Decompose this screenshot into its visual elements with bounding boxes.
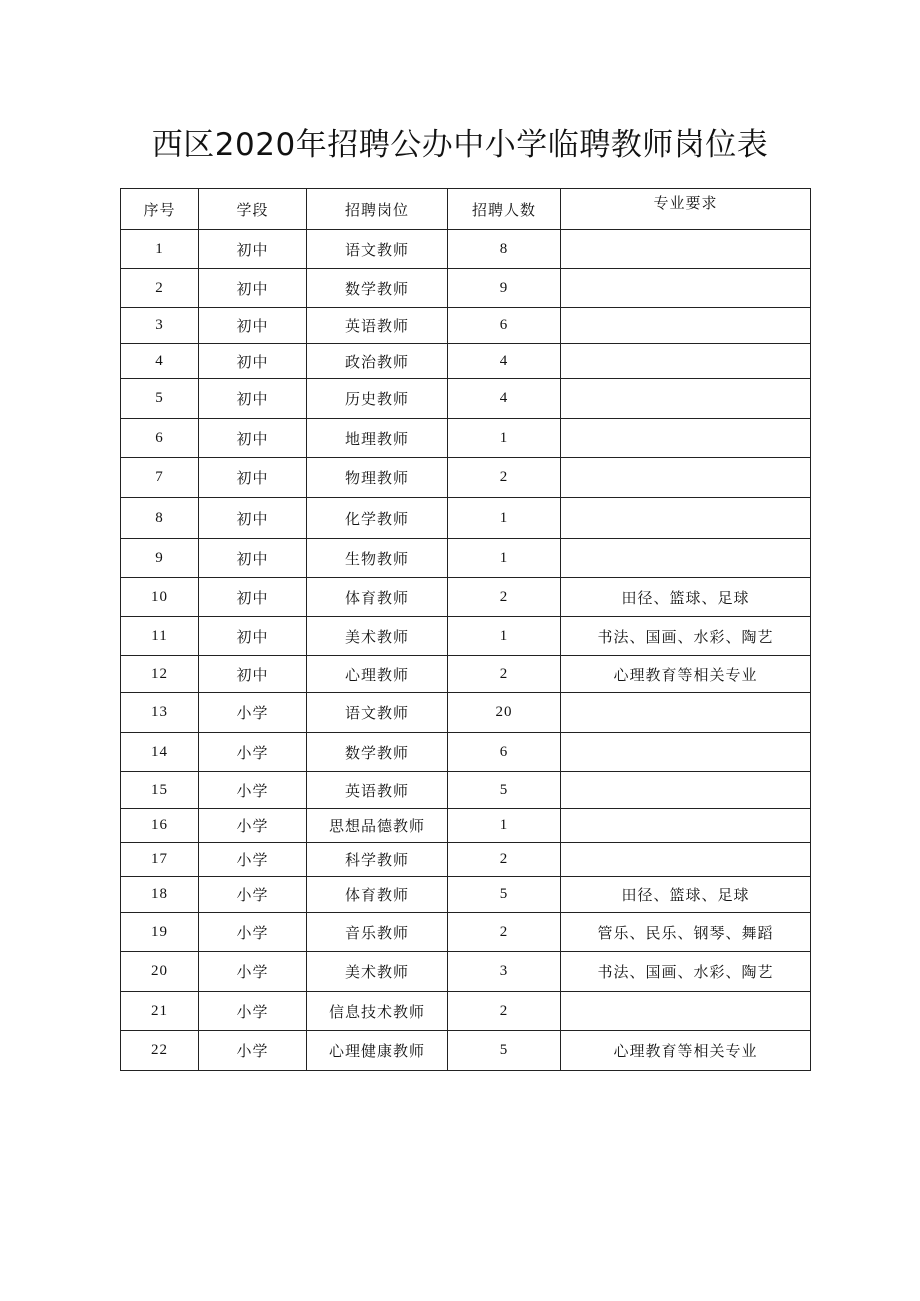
cell-requirement xyxy=(561,992,811,1031)
cell-requirement xyxy=(561,458,811,498)
cell-count: 8 xyxy=(448,230,561,269)
table-row xyxy=(121,539,811,578)
cell-seq: 1 xyxy=(121,230,199,269)
cell-position: 化学教师 xyxy=(307,498,448,539)
cell-count: 2 xyxy=(448,458,561,498)
table-body xyxy=(121,230,811,1071)
cell-seq: 19 xyxy=(121,913,199,952)
cell-seq: 6 xyxy=(121,419,199,458)
table-row xyxy=(121,458,811,498)
cell-requirement xyxy=(561,693,811,733)
table-row xyxy=(121,230,811,269)
cell-seq: 8 xyxy=(121,498,199,539)
cell-stage: 小学 xyxy=(199,992,307,1031)
cell-stage: 小学 xyxy=(199,733,307,772)
cell-count: 5 xyxy=(448,1031,561,1071)
cell-requirement xyxy=(561,809,811,843)
cell-count: 2 xyxy=(448,578,561,617)
cell-position: 音乐教师 xyxy=(307,913,448,952)
cell-position: 生物教师 xyxy=(307,539,448,578)
cell-position: 心理教师 xyxy=(307,656,448,693)
cell-seq: 9 xyxy=(121,539,199,578)
table-row xyxy=(121,269,811,308)
cell-position: 体育教师 xyxy=(307,877,448,913)
cell-count: 6 xyxy=(448,733,561,772)
cell-requirement: 心理教育等相关专业 xyxy=(561,656,811,693)
cell-stage: 初中 xyxy=(199,617,307,656)
cell-stage: 初中 xyxy=(199,498,307,539)
header-requirement: 专业要求 xyxy=(561,189,811,230)
cell-seq: 5 xyxy=(121,379,199,419)
cell-seq: 11 xyxy=(121,617,199,656)
cell-seq: 17 xyxy=(121,843,199,877)
cell-seq: 10 xyxy=(121,578,199,617)
cell-stage: 初中 xyxy=(199,578,307,617)
cell-position: 信息技术教师 xyxy=(307,992,448,1031)
cell-position: 思想品德教师 xyxy=(307,809,448,843)
cell-count: 2 xyxy=(448,992,561,1031)
cell-requirement: 管乐、民乐、钢琴、舞蹈 xyxy=(561,913,811,952)
cell-stage: 初中 xyxy=(199,344,307,379)
cell-position: 美术教师 xyxy=(307,952,448,992)
cell-position: 语文教师 xyxy=(307,693,448,733)
table-row xyxy=(121,344,811,379)
table-row xyxy=(121,992,811,1031)
table-row xyxy=(121,693,811,733)
cell-requirement: 田径、篮球、足球 xyxy=(561,877,811,913)
table-row xyxy=(121,843,811,877)
cell-seq: 18 xyxy=(121,877,199,913)
cell-count: 1 xyxy=(448,498,561,539)
cell-count: 2 xyxy=(448,843,561,877)
page-title: 西区2020年招聘公办中小学临聘教师岗位表 xyxy=(151,127,769,163)
cell-position: 心理健康教师 xyxy=(307,1031,448,1071)
table-row xyxy=(121,578,811,617)
header-stage: 学段 xyxy=(199,189,307,230)
cell-seq: 15 xyxy=(121,772,199,809)
cell-stage: 小学 xyxy=(199,843,307,877)
header-position: 招聘岗位 xyxy=(307,189,448,230)
table-row xyxy=(121,877,811,913)
table-row xyxy=(121,1031,811,1071)
cell-count: 6 xyxy=(448,308,561,344)
table-row xyxy=(121,379,811,419)
cell-requirement: 田径、篮球、足球 xyxy=(561,578,811,617)
cell-requirement xyxy=(561,843,811,877)
cell-seq: 13 xyxy=(121,693,199,733)
cell-requirement xyxy=(561,772,811,809)
cell-stage: 小学 xyxy=(199,952,307,992)
cell-seq: 7 xyxy=(121,458,199,498)
cell-requirement xyxy=(561,419,811,458)
cell-count: 1 xyxy=(448,419,561,458)
cell-stage: 初中 xyxy=(199,419,307,458)
cell-position: 英语教师 xyxy=(307,308,448,344)
cell-count: 9 xyxy=(448,269,561,308)
cell-requirement: 书法、国画、水彩、陶艺 xyxy=(561,952,811,992)
cell-count: 3 xyxy=(448,952,561,992)
header-count: 招聘人数 xyxy=(448,189,561,230)
cell-position: 数学教师 xyxy=(307,733,448,772)
cell-requirement: 心理教育等相关专业 xyxy=(561,1031,811,1071)
cell-position: 物理教师 xyxy=(307,458,448,498)
cell-requirement: 书法、国画、水彩、陶艺 xyxy=(561,617,811,656)
cell-stage: 初中 xyxy=(199,656,307,693)
cell-stage: 小学 xyxy=(199,1031,307,1071)
cell-requirement xyxy=(561,733,811,772)
table-row xyxy=(121,617,811,656)
cell-requirement xyxy=(561,379,811,419)
cell-position: 体育教师 xyxy=(307,578,448,617)
cell-position: 政治教师 xyxy=(307,344,448,379)
cell-requirement xyxy=(561,308,811,344)
cell-stage: 小学 xyxy=(199,809,307,843)
table-row xyxy=(121,913,811,952)
cell-stage: 初中 xyxy=(199,308,307,344)
cell-count: 20 xyxy=(448,693,561,733)
cell-position: 地理教师 xyxy=(307,419,448,458)
cell-requirement xyxy=(561,344,811,379)
cell-stage: 小学 xyxy=(199,772,307,809)
cell-position: 英语教师 xyxy=(307,772,448,809)
table-row xyxy=(121,772,811,809)
cell-requirement xyxy=(561,539,811,578)
cell-stage: 小学 xyxy=(199,693,307,733)
cell-count: 1 xyxy=(448,617,561,656)
cell-position: 数学教师 xyxy=(307,269,448,308)
cell-position: 历史教师 xyxy=(307,379,448,419)
table-row xyxy=(121,952,811,992)
table-row xyxy=(121,733,811,772)
cell-stage: 初中 xyxy=(199,458,307,498)
cell-seq: 4 xyxy=(121,344,199,379)
cell-position: 语文教师 xyxy=(307,230,448,269)
cell-requirement xyxy=(561,269,811,308)
cell-seq: 14 xyxy=(121,733,199,772)
cell-stage: 初中 xyxy=(199,379,307,419)
cell-count: 2 xyxy=(448,913,561,952)
cell-seq: 20 xyxy=(121,952,199,992)
cell-stage: 初中 xyxy=(199,269,307,308)
cell-count: 5 xyxy=(448,772,561,809)
cell-seq: 3 xyxy=(121,308,199,344)
cell-position: 科学教师 xyxy=(307,843,448,877)
cell-seq: 16 xyxy=(121,809,199,843)
cell-stage: 初中 xyxy=(199,539,307,578)
recruitment-table xyxy=(120,188,811,1071)
cell-seq: 22 xyxy=(121,1031,199,1071)
header-seq: 序号 xyxy=(121,189,199,230)
cell-requirement xyxy=(561,498,811,539)
cell-seq: 12 xyxy=(121,656,199,693)
cell-count: 4 xyxy=(448,379,561,419)
table-row xyxy=(121,419,811,458)
table-row xyxy=(121,656,811,693)
cell-count: 5 xyxy=(448,877,561,913)
cell-count: 4 xyxy=(448,344,561,379)
cell-count: 1 xyxy=(448,539,561,578)
cell-stage: 小学 xyxy=(199,913,307,952)
cell-requirement xyxy=(561,230,811,269)
table-row xyxy=(121,809,811,843)
cell-stage: 初中 xyxy=(199,230,307,269)
cell-stage: 小学 xyxy=(199,877,307,913)
table-header-row xyxy=(121,189,811,230)
cell-seq: 2 xyxy=(121,269,199,308)
table-row xyxy=(121,498,811,539)
table-row xyxy=(121,308,811,344)
cell-seq: 21 xyxy=(121,992,199,1031)
cell-position: 美术教师 xyxy=(307,617,448,656)
cell-count: 1 xyxy=(448,809,561,843)
cell-count: 2 xyxy=(448,656,561,693)
